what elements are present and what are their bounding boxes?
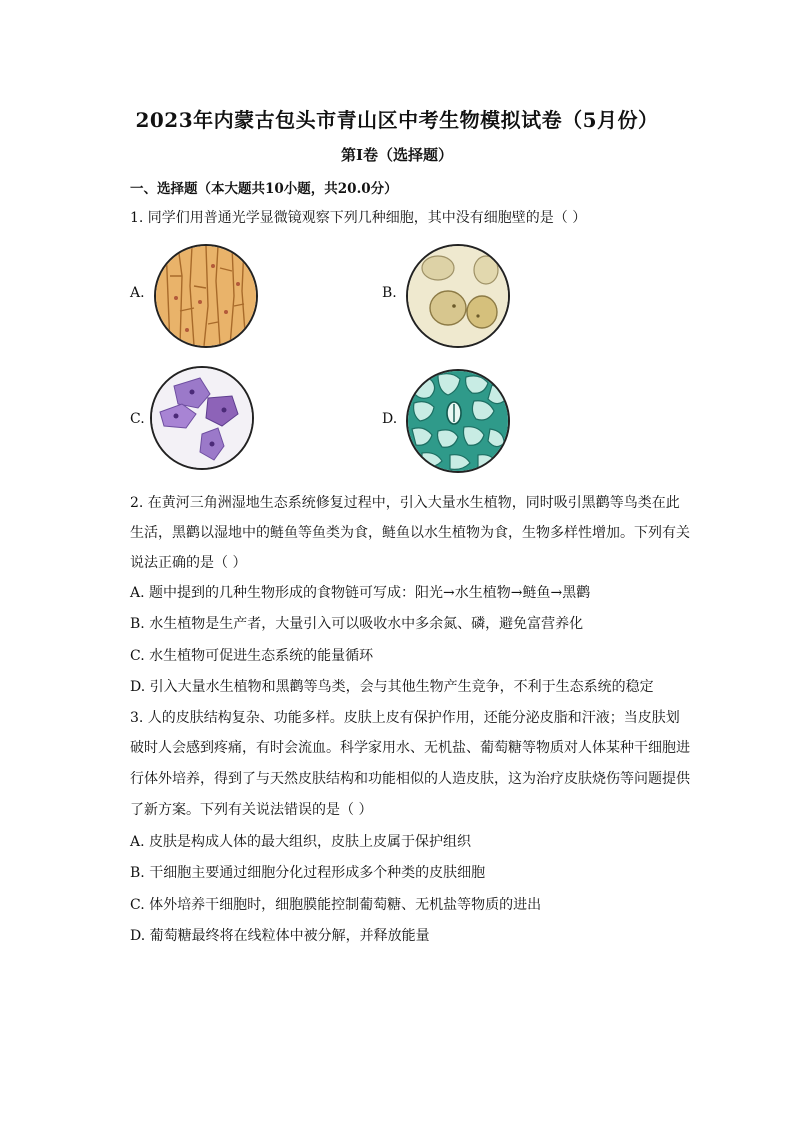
q3-option-c[interactable]: C. 体外培养干细胞时，细胞膜能控制葡萄糖、无机盐等物质的进出 [130, 897, 542, 913]
q1-option-a-label: A. [130, 285, 145, 301]
q2-option-a[interactable]: A. 题中提到的几种生物形成的食物链可写成：阳光→水生植物→鲢鱼→黑鹳 [130, 585, 591, 601]
onion-cells-micrograph [154, 244, 258, 348]
q2-option-d[interactable]: D. 引入大量水生植物和黑鹳等鸟类，会与其他生物产生竞争，不利于生态系统的稳定 [130, 679, 654, 695]
leaf-epidermis-micrograph [406, 369, 510, 473]
q1-option-d-label: D. [382, 411, 398, 427]
q3-stem-line-2: 破时人会感到疼痛，有时会流血。科学家用水、无机盐、葡萄糖等物质对人体某种干细胞进 [130, 740, 690, 756]
q3-stem-line-3: 行体外培养，得到了与天然皮肤结构和功能相似的人造皮肤，这为治疗皮肤烧伤等问题提供 [130, 771, 690, 787]
q3-stem-line-1: 3. 人的皮肤结构复杂、功能多样。皮肤上皮有保护作用，还能分泌皮脂和汗液；当皮肤划 [130, 710, 680, 726]
q3-option-b[interactable]: B. 干细胞主要通过细胞分化过程形成多个种类的皮肤细胞 [130, 865, 486, 881]
q3-stem-line-4: 了新方案。下列有关说法错误的是（ ） [130, 802, 373, 818]
volume-heading: 第Ⅰ卷（选择题） [340, 146, 454, 164]
section-heading: 一、选择题（本大题共10小题，共20.0分） [130, 181, 398, 197]
q1-option-b-label: B. [382, 285, 397, 301]
oral-cells-micrograph [150, 366, 254, 470]
round-cells-micrograph [406, 244, 510, 348]
q3-option-d[interactable]: D. 葡萄糖最终将在线粒体中被分解，并释放能量 [130, 928, 430, 944]
q2-stem-line-3: 说法正确的是（ ） [130, 555, 247, 571]
q3-option-a[interactable]: A. 皮肤是构成人体的最大组织，皮肤上皮属于保护组织 [130, 834, 472, 850]
q2-option-b[interactable]: B. 水生植物是生产者，大量引入可以吸收水中多余氮、磷，避免富营养化 [130, 616, 584, 632]
q2-stem-line-1: 2. 在黄河三角洲湿地生态系统修复过程中，引入大量水生植物，同时吸引黑鹳等鸟类在此 [130, 495, 680, 511]
q1-stem: 1. 同学们用普通光学显微镜观察下列几种细胞，其中没有细胞壁的是（ ） [130, 210, 587, 226]
q1-option-c-label: C. [130, 411, 145, 427]
q2-stem-line-2: 生活，黑鹳以湿地中的鲢鱼等鱼类为食，鲢鱼以水生植物为食，生物多样性增加。下列有关 [130, 525, 690, 541]
exam-title: 2023年内蒙古包头市青山区中考生物模拟试卷（5月份） [135, 108, 659, 132]
q2-option-c[interactable]: C. 水生植物可促进生态系统的能量循环 [130, 648, 374, 664]
